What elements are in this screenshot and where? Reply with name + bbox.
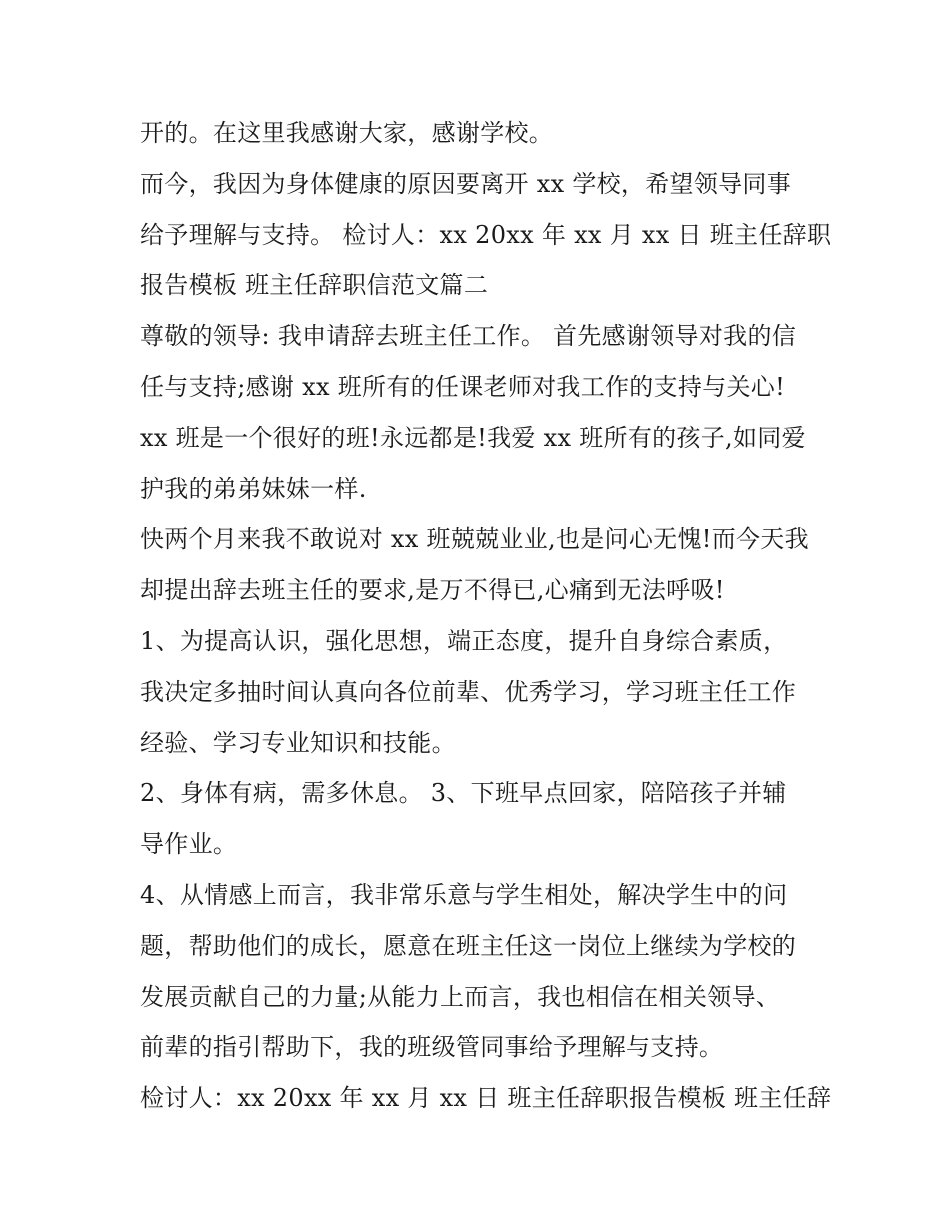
text-line-14: 2、身体有病，需多休息。 3、下班早点回家，陪陪孩子并辅 bbox=[140, 779, 787, 808]
text-line-17: 题，帮助他们的成长，愿意在班主任这一岗位上继续为学校的 bbox=[140, 931, 797, 960]
text-line-11: 1、为提高认识，强化思想，端正态度，提升自身综合素质， bbox=[140, 626, 788, 655]
text-line-4: 报告模板 班主任辞职信范文篇二 bbox=[140, 271, 489, 300]
text-line-16: 4、从情感上而言，我非常乐意与学生相处，解决学生中的问 bbox=[140, 880, 788, 909]
text-line-1: 开的。在这里我感谢大家，感谢学校。 bbox=[140, 119, 554, 147]
text-line-19: 前辈的指引帮助下，我的班级管同事给予理解与支持。 bbox=[140, 1033, 724, 1062]
body-text bbox=[140, 108, 832, 1124]
text-line-13: 经验、学习专业知识和技能。 bbox=[140, 728, 456, 757]
text-line-3: 给予理解与支持。 检讨人：xx 20xx 年 xx 月 xx 日 班主任辞职 bbox=[140, 220, 832, 249]
text-line-2: 而今，我因为身体健康的原因要离开 xx 学校，希望领导同事 bbox=[140, 169, 792, 198]
text-line-7: xx 班是一个很好的班!永远都是!我爱 xx 班所有的孩子,如同爱 bbox=[140, 423, 806, 452]
text-line-8: 护我的弟弟妹妹一样. bbox=[140, 474, 367, 503]
text-line-5: 尊敬的领导: 我申请辞去班主任工作。 首先感谢领导对我的信 bbox=[140, 322, 797, 351]
text-line-15: 导作业。 bbox=[140, 830, 238, 859]
text-line-20: 检讨人：xx 20xx 年 xx 月 xx 日 班主任辞职报告模板 班主任辞 bbox=[140, 1084, 832, 1113]
text-line-12: 我决定多抽时间认真向各位前辈、优秀学习，学习班主任工作 bbox=[140, 677, 797, 706]
text-line-9: 快两个月来我不敢说对 xx 班兢兢业业,也是问心无愧!而今天我 bbox=[140, 525, 809, 554]
text-line-18: 发展贡献自己的力量;从能力上而言，我也相信在相关领导、 bbox=[140, 982, 781, 1011]
text-line-10: 却提出辞去班主任的要求,是万不得已,心痛到无法呼吸! bbox=[140, 576, 725, 605]
text-line-6: 任与支持;感谢 xx 班所有的任课老师对我工作的支持与关心! bbox=[140, 372, 786, 401]
